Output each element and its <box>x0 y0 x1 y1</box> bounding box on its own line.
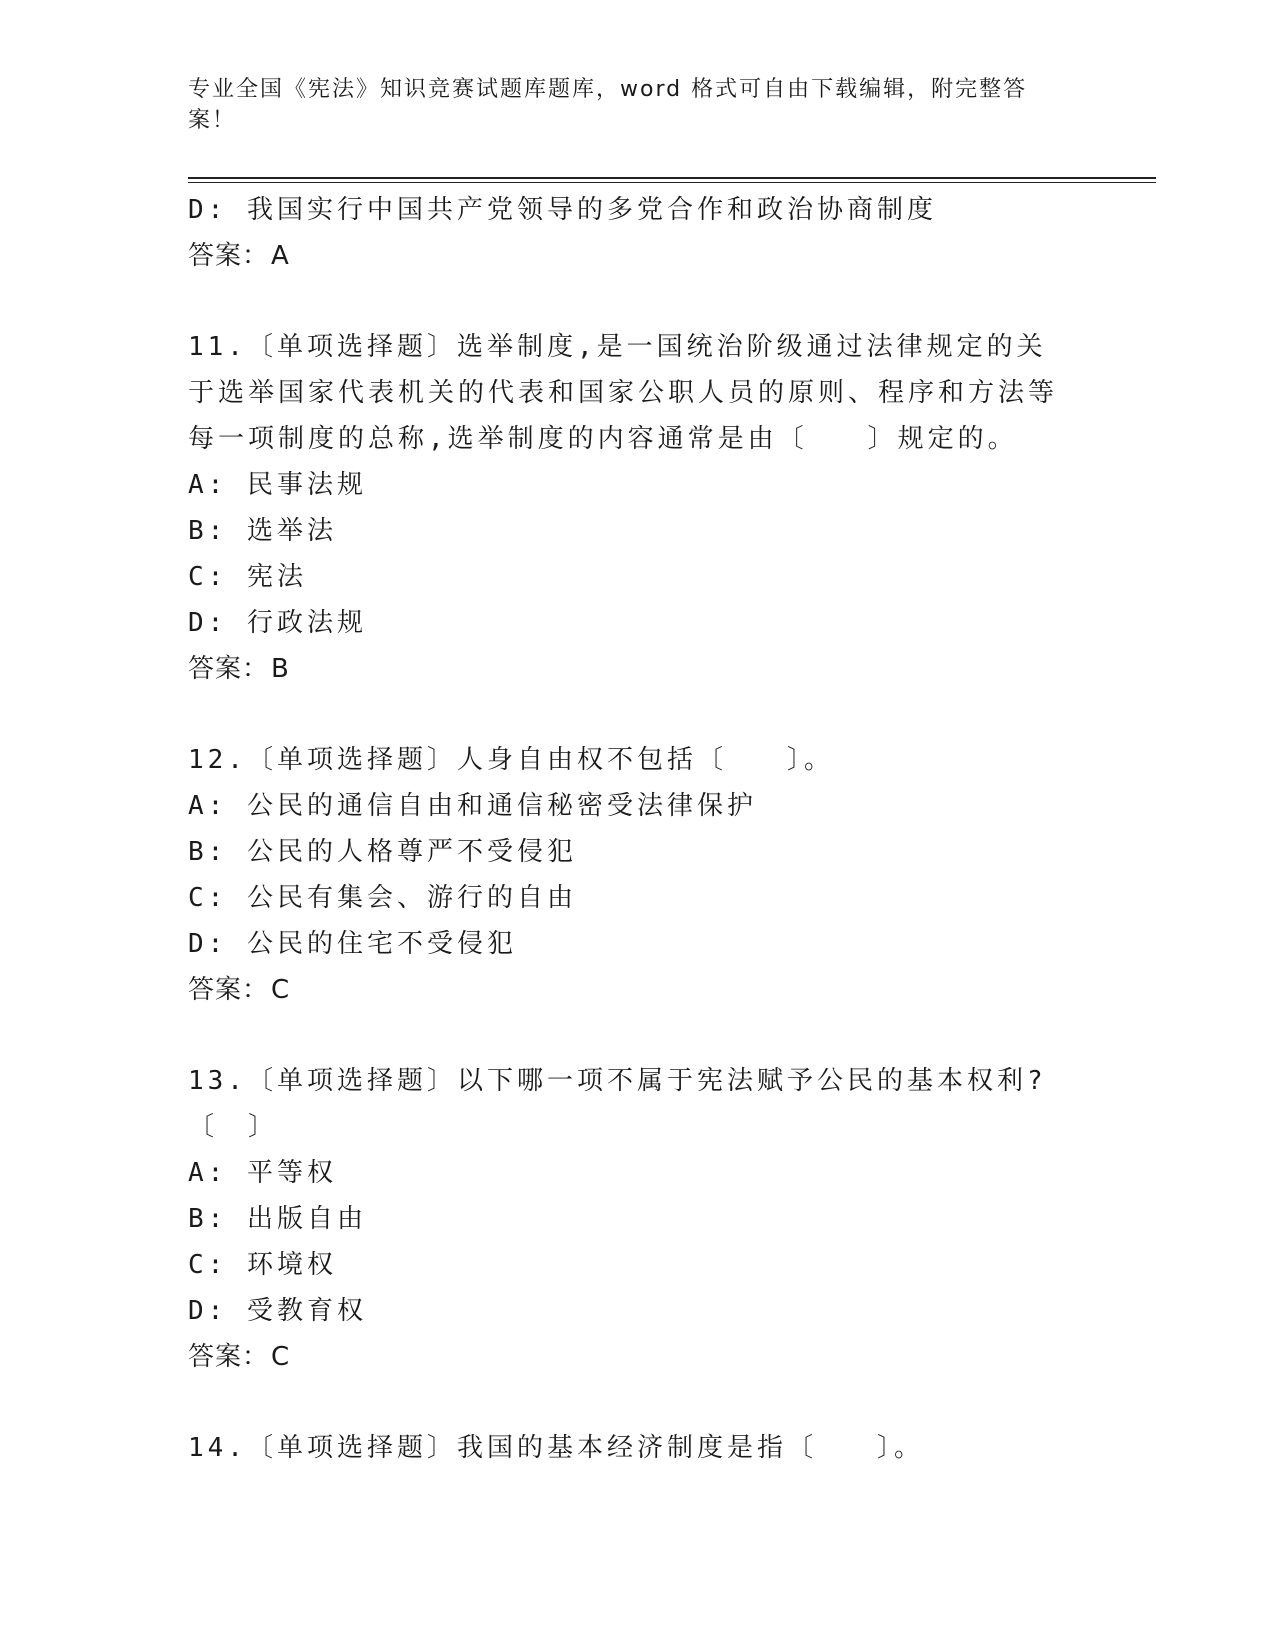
option-a: A: 公民的通信自由和通信秘密受法律保护 <box>188 791 757 821</box>
document-header: 专业全国《宪法》知识竞赛试题库题库，word 格式可自由下载编辑，附完整答案！ <box>188 77 1028 133</box>
option-a: A: 平等权 <box>188 1158 337 1188</box>
option-c: C: 宪法 <box>188 562 307 592</box>
question-text: 13.〔单项选择题〕以下哪一项不属于宪法赋予公民的基本权利?〔 〕 <box>188 1066 1047 1142</box>
question-block-14 <box>188 1425 1068 1471</box>
answer-value: C <box>271 975 291 1005</box>
option-d: D: 受教育权 <box>188 1296 367 1326</box>
question-block-13 <box>188 1058 1068 1380</box>
option-d: D: 我国实行中国共产党领导的多党合作和政治协商制度 <box>188 195 937 225</box>
answer-value: A <box>271 241 290 271</box>
option-d: D: 公民的住宅不受侵犯 <box>188 929 517 959</box>
header-divider-thin <box>188 182 1156 183</box>
answer-label: 答案： <box>188 654 270 684</box>
option-b: B: 出版自由 <box>188 1204 367 1234</box>
answer-value: B <box>271 654 290 684</box>
option-c: C: 公民有集会、游行的自由 <box>188 883 577 913</box>
option-d: D: 行政法规 <box>188 608 367 638</box>
question-list <box>188 187 1068 1471</box>
question-block-11 <box>188 324 1068 692</box>
answer-line <box>188 1334 1068 1380</box>
answer-line <box>188 646 1068 692</box>
question-text: 14.〔单项选择题〕我国的基本经济制度是指〔 〕。 <box>188 1433 924 1463</box>
answer-value: C <box>271 1342 291 1372</box>
option-a: A: 民事法规 <box>188 470 367 500</box>
question-block-10-tail <box>188 187 1068 279</box>
answer-label: 答案： <box>188 1342 270 1372</box>
answer-line <box>188 233 1068 279</box>
question-text: 12.〔单项选择题〕人身自由权不包括〔 〕。 <box>188 745 834 775</box>
header-divider-thick <box>188 177 1156 179</box>
option-b: B: 公民的人格尊严不受侵犯 <box>188 837 577 867</box>
question-block-12 <box>188 737 1068 1013</box>
answer-line <box>188 967 1068 1013</box>
option-b: B: 选举法 <box>188 516 337 546</box>
option-c: C: 环境权 <box>188 1250 337 1280</box>
answer-label: 答案： <box>188 241 270 271</box>
question-text: 11.〔单项选择题〕选举制度,是一国统治阶级通过法律规定的关于选举国家代表机关的代表和国家公职人员的原则、程序和方法等每一项制度的总称,选举制度的内容通常是由〔 〕规定的。 <box>188 332 1059 454</box>
answer-label: 答案： <box>188 975 270 1005</box>
